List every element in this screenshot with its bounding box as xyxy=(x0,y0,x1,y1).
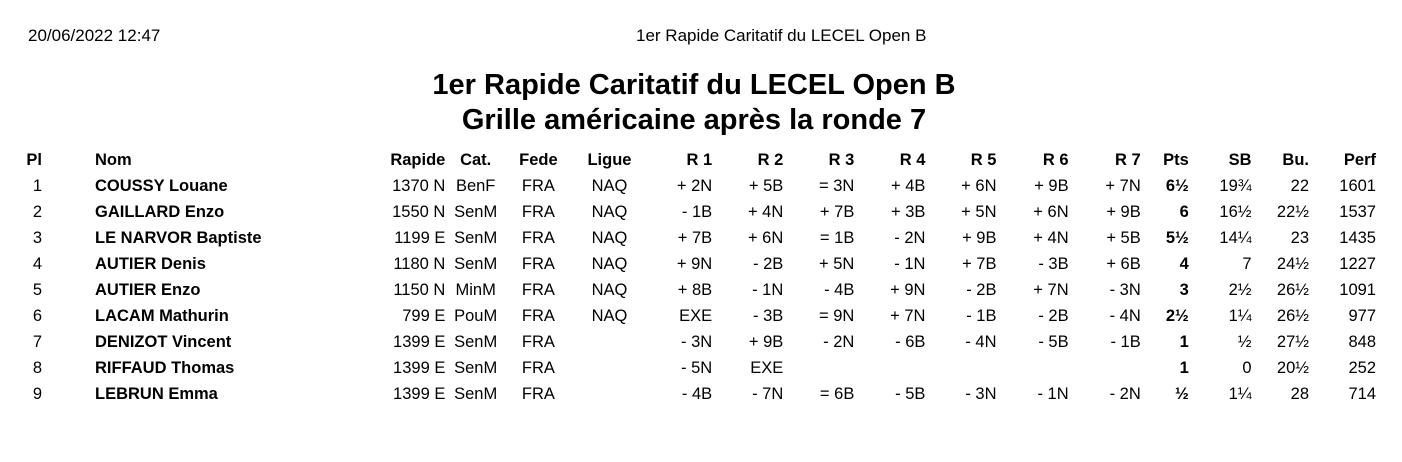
cell-rapide: 1550 N xyxy=(392,202,446,221)
cell-perf: 252 xyxy=(1348,358,1376,377)
cell-fede: FRA xyxy=(521,384,555,403)
cell-r7: + 7N xyxy=(1105,176,1141,195)
cell-r4 xyxy=(860,355,931,381)
cell-r3: - 4B xyxy=(824,280,855,299)
cell-nom: AUTIER Denis xyxy=(95,254,206,273)
cell-pts: 6 xyxy=(1179,202,1189,221)
col-header-r2: R 2 xyxy=(757,150,784,169)
cell-cat: SenM xyxy=(454,358,498,377)
cell-r6: - 2B xyxy=(1038,306,1069,325)
cell-sb: 0 xyxy=(1242,358,1252,377)
cell-nom: LEBRUN Emma xyxy=(95,384,218,403)
cell-r2: - 2B xyxy=(752,254,784,273)
cell-bu: 26½ xyxy=(1276,306,1310,325)
cell-r5 xyxy=(931,355,1002,381)
cell-r5: + 5N xyxy=(961,202,997,221)
cell-bu: 28 xyxy=(1290,384,1310,403)
cell-pl: 3 xyxy=(32,228,42,247)
cell-pts: 4 xyxy=(1179,254,1189,273)
cell-r1: - 4B xyxy=(681,384,713,403)
table-row xyxy=(0,199,1380,225)
cell-bu: 22½ xyxy=(1276,202,1310,221)
cell-nom: DENIZOT Vincent xyxy=(95,332,232,351)
col-header-sb: SB xyxy=(1228,150,1252,169)
cell-perf: 1435 xyxy=(1339,228,1376,247)
cell-r1: + 2N xyxy=(676,176,713,195)
cell-perf: 714 xyxy=(1348,384,1376,403)
print-datetime: 20/06/2022 12:47 xyxy=(28,26,161,45)
cell-ligue: NAQ xyxy=(591,176,628,195)
cell-bu: 23 xyxy=(1290,228,1310,247)
cell-pl: 7 xyxy=(32,332,42,351)
cell-r6: + 9B xyxy=(1034,176,1069,195)
cell-r6: + 7N xyxy=(1033,280,1069,299)
table-row xyxy=(0,173,1380,199)
cell-rapide: 1370 N xyxy=(392,176,446,195)
cell-r6: - 3B xyxy=(1038,254,1069,273)
table-row xyxy=(0,329,1380,355)
title-line-2: Grille américaine après la ronde 7 xyxy=(461,104,927,136)
cell-r7: - 3N xyxy=(1109,280,1141,299)
cell-rapide: 1150 N xyxy=(393,280,446,299)
cell-r4: + 3B xyxy=(891,202,926,221)
cell-r3: = 1B xyxy=(819,228,855,247)
cell-r7: + 5B xyxy=(1106,228,1141,247)
cell-pl: 9 xyxy=(32,384,42,403)
cell-r7: - 4N xyxy=(1109,306,1141,325)
cell-r4: - 5B xyxy=(895,384,926,403)
cell-nom: GAILLARD Enzo xyxy=(95,202,225,221)
cell-fede: FRA xyxy=(521,280,555,299)
col-header-r5: R 5 xyxy=(970,150,997,169)
cell-rapide: 1399 E xyxy=(393,358,446,377)
cell-perf: 848 xyxy=(1348,332,1376,351)
col-header-r1: R 1 xyxy=(686,150,713,169)
cell-r3: + 7B xyxy=(819,202,855,221)
cell-r2: + 9B xyxy=(748,332,784,351)
cell-r4: - 6B xyxy=(895,332,926,351)
table-header-row xyxy=(0,147,1380,173)
cell-pl: 8 xyxy=(32,358,42,377)
cell-rapide: 1199 E xyxy=(394,228,446,247)
cell-r3: + 5N xyxy=(819,254,855,273)
cell-nom: COUSSY Louane xyxy=(95,176,228,195)
cell-ligue: NAQ xyxy=(591,306,628,325)
cell-r4: + 4B xyxy=(891,176,926,195)
cell-pts: 2½ xyxy=(1165,306,1189,325)
cell-pl: 5 xyxy=(32,280,42,299)
standings-body xyxy=(0,173,1380,407)
cell-sb: ½ xyxy=(1237,332,1252,351)
cell-sb: 19¾ xyxy=(1219,176,1252,195)
col-header-rapide: Rapide xyxy=(390,150,446,169)
cell-r4: + 7N xyxy=(890,306,926,325)
table-row xyxy=(0,251,1380,277)
cell-fede: FRA xyxy=(521,228,555,247)
cell-ligue xyxy=(571,329,648,355)
cell-r5: - 3N xyxy=(965,384,997,403)
col-header-r6: R 6 xyxy=(1042,150,1069,169)
cell-sb: 16½ xyxy=(1219,202,1252,221)
cell-r7: + 9B xyxy=(1106,202,1141,221)
cell-r7: - 2N xyxy=(1109,384,1141,403)
cell-rapide: 1399 E xyxy=(393,384,446,403)
cell-rapide: 1180 N xyxy=(393,254,446,273)
cell-rapide: 1399 E xyxy=(393,332,446,351)
table-row xyxy=(0,225,1380,251)
col-header-r7: R 7 xyxy=(1115,150,1141,169)
cell-r7 xyxy=(1075,355,1147,381)
cell-r4: - 1N xyxy=(894,254,926,273)
cell-r2: + 4N xyxy=(747,202,784,221)
cell-pl: 6 xyxy=(32,306,42,325)
cell-sb: 1¼ xyxy=(1228,306,1252,325)
cell-cat: SenM xyxy=(454,384,498,403)
table-row xyxy=(0,277,1380,303)
cell-r6: - 5B xyxy=(1038,332,1069,351)
col-header-ligue: Ligue xyxy=(587,150,632,169)
cell-pts: 6½ xyxy=(1165,176,1189,195)
cell-sb: 14¼ xyxy=(1219,228,1252,247)
cell-perf: 1091 xyxy=(1339,280,1376,299)
cell-r7: + 6B xyxy=(1106,254,1141,273)
standings-table xyxy=(0,147,1380,407)
cell-cat: SenM xyxy=(454,228,498,247)
cell-cat: SenM xyxy=(454,254,498,273)
cell-ligue: NAQ xyxy=(591,280,628,299)
cell-r6: - 1N xyxy=(1037,384,1069,403)
cell-sb: 1¼ xyxy=(1228,384,1252,403)
cell-perf: 1227 xyxy=(1339,254,1376,273)
cell-nom: RIFFAUD Thomas xyxy=(95,358,235,377)
cell-cat: SenM xyxy=(454,202,498,221)
cell-pts: 1 xyxy=(1179,358,1189,377)
cell-ligue: NAQ xyxy=(591,202,628,221)
table-row xyxy=(0,303,1380,329)
cell-r1: - 5N xyxy=(681,358,713,377)
cell-pl: 4 xyxy=(32,254,42,273)
cell-pl: 2 xyxy=(32,202,42,221)
cell-ligue: NAQ xyxy=(591,254,628,273)
cell-r1: + 7B xyxy=(677,228,713,247)
cell-r3: = 6B xyxy=(819,384,855,403)
cell-nom: LACAM Mathurin xyxy=(95,306,229,325)
cell-r2: + 6N xyxy=(747,228,784,247)
cell-fede: FRA xyxy=(521,202,555,221)
cell-r1: + 9N xyxy=(676,254,713,273)
page-title xyxy=(0,68,1388,138)
cell-bu: 24½ xyxy=(1276,254,1310,273)
cell-ligue xyxy=(571,381,648,407)
cell-r3 xyxy=(789,355,860,381)
cell-perf: 977 xyxy=(1348,306,1376,325)
header-document-title: 1er Rapide Caritatif du LECEL Open B xyxy=(636,26,927,45)
cell-cat: MinM xyxy=(455,280,496,299)
cell-sb: 7 xyxy=(1242,254,1252,273)
cell-r2: - 3B xyxy=(752,306,784,325)
cell-rapide: 799 E xyxy=(402,306,446,325)
cell-sb: 2½ xyxy=(1228,280,1252,299)
cell-pts: 3 xyxy=(1179,280,1189,299)
cell-r4: + 9N xyxy=(890,280,926,299)
cell-r3: - 2N xyxy=(823,332,855,351)
cell-perf: 1601 xyxy=(1339,176,1376,195)
cell-bu: 22 xyxy=(1290,176,1310,195)
col-header-r3: R 3 xyxy=(828,150,855,169)
cell-r2: + 5B xyxy=(748,176,784,195)
cell-r2: - 1N xyxy=(752,280,784,299)
cell-r6 xyxy=(1002,355,1074,381)
cell-r5: + 7B xyxy=(962,254,997,273)
cell-r5: + 6N xyxy=(961,176,997,195)
col-header-nom: Nom xyxy=(95,150,132,169)
cell-ligue: NAQ xyxy=(591,228,628,247)
cell-r1: - 3N xyxy=(681,332,713,351)
cell-nom: LE NARVOR Baptiste xyxy=(95,228,262,247)
cell-fede: FRA xyxy=(521,358,555,377)
cell-nom: AUTIER Enzo xyxy=(95,280,201,299)
cell-ligue xyxy=(571,355,648,381)
cell-r7: - 1B xyxy=(1110,332,1141,351)
cell-bu: 20½ xyxy=(1276,358,1310,377)
col-header-pl: Pl xyxy=(26,150,42,169)
col-header-perf: Perf xyxy=(1343,150,1376,169)
cell-r1: - 1B xyxy=(681,202,713,221)
cell-r5: - 2B xyxy=(966,280,997,299)
cell-r5: + 9B xyxy=(962,228,997,247)
cell-fede: FRA xyxy=(521,306,555,325)
cell-r1: EXE xyxy=(679,306,713,325)
col-header-cat: Cat. xyxy=(460,150,492,169)
cell-pts: 1 xyxy=(1179,332,1189,351)
cell-pl: 1 xyxy=(32,176,42,195)
cell-r1: + 8B xyxy=(677,280,713,299)
cell-fede: FRA xyxy=(521,176,555,195)
col-header-pts: Pts xyxy=(1163,150,1189,169)
cell-bu: 26½ xyxy=(1276,280,1310,299)
cell-pts: ½ xyxy=(1175,384,1189,403)
cell-r6: + 4N xyxy=(1033,228,1069,247)
cell-fede: FRA xyxy=(521,254,555,273)
cell-r3: = 9N xyxy=(819,306,855,325)
cell-r5: - 4N xyxy=(965,332,997,351)
title-line-1: 1er Rapide Caritatif du LECEL Open B xyxy=(432,69,956,101)
cell-r2: EXE xyxy=(750,358,784,377)
cell-cat: BenF xyxy=(455,176,496,195)
cell-r5: - 1B xyxy=(966,306,997,325)
cell-perf: 1537 xyxy=(1339,202,1376,221)
col-header-bu: Bu. xyxy=(1282,150,1310,169)
cell-r2: - 7N xyxy=(752,384,784,403)
cell-pts: 5½ xyxy=(1165,228,1189,247)
cell-cat: PouM xyxy=(454,306,498,325)
table-row xyxy=(0,355,1380,381)
cell-r3: = 3N xyxy=(819,176,855,195)
cell-cat: SenM xyxy=(454,332,498,351)
col-header-r4: R 4 xyxy=(899,150,926,169)
cell-r6: + 6N xyxy=(1033,202,1069,221)
col-header-fede: Fede xyxy=(519,150,558,169)
cell-bu: 27½ xyxy=(1276,332,1310,351)
cell-fede: FRA xyxy=(521,332,555,351)
table-row xyxy=(0,381,1380,407)
cell-r4: - 2N xyxy=(894,228,926,247)
